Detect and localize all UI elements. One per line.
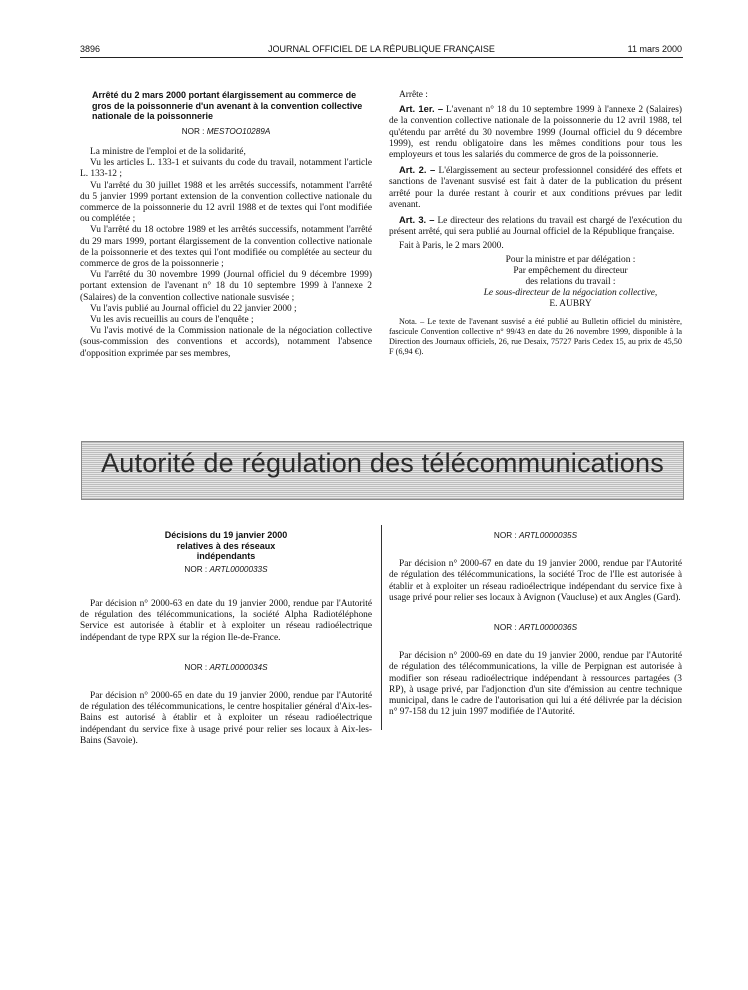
decisions-title: Décisions du 19 janvier 2000 relatives à des réseaux indépendants <box>164 530 288 562</box>
arrete-right-column <box>389 90 682 357</box>
signature-line: Par empêchement du directeur <box>513 265 628 276</box>
visa-paragraph: Vu les articles L. 133-1 et suivants du code du travail, notamment l'article L. 133-12 ; <box>80 158 372 180</box>
arrete-label: Arrête : <box>399 90 428 100</box>
nor-value: ARTL0000034S <box>209 662 268 672</box>
arrete-nor <box>80 126 372 137</box>
decisions-right-column <box>389 530 682 718</box>
signature-line: Le sous-directeur de la négociation collective, <box>483 288 658 299</box>
visa-paragraph: La ministre de l'emploi et de la solidarité, <box>90 146 246 157</box>
article-1 <box>389 103 682 161</box>
visa-paragraph: Vu l'arrêté du 30 novembre 1999 (Journal officiel du 9 décembre 1999) portant extension de l'avenant n° 18 du 10 septembre 1999 à l'annexe 2 (Salaires) de la convention collective nationale susvisée ; <box>80 270 372 303</box>
banner-title: Autorité de régulation des télécommunications <box>101 448 664 478</box>
signature-line: des relations du travail : <box>525 277 616 288</box>
decision-nor <box>80 564 372 575</box>
visa-paragraph: Vu les avis recueillis au cours de l'enquête ; <box>90 315 254 326</box>
nor-label: NOR : <box>181 126 205 136</box>
column-separator <box>381 525 382 730</box>
nor-label: NOR : <box>493 623 517 633</box>
article-text: L'avenant n° 18 du 10 septembre 1999 à l'annexe 2 (Salaires) de la convention collective nationale de la poissonnerie du 12 avril 1988, tel qu'étendu par arrêté du 30 novembre 1999 (Journal officiel du 9 décembre 1999), est rendu obligatoire dans les mêmes conditions pour tous les employeurs et tous les salariés du commerce de gros de la poissonnerie. <box>389 105 683 161</box>
nor-label: NOR : <box>184 564 208 574</box>
section-banner <box>81 441 684 500</box>
decisions-left-column <box>80 530 372 747</box>
nor-value: ARTL0000036S <box>518 623 578 633</box>
journal-title: JOURNAL OFFICIEL DE LA RÉPUBLIQUE FRANÇAISE <box>268 44 495 54</box>
visa-paragraph: Vu l'avis motivé de la Commission nationale de la négociation collective (sous-commission des conventions et accords), notamment l'absence d'opposition exprimée par ses membres, <box>80 326 372 359</box>
decision-nor <box>80 662 372 673</box>
nor-value: MESTOO10289A <box>206 126 271 136</box>
decision-nor <box>389 530 682 541</box>
nor-value: ARTL0000035S <box>518 531 578 540</box>
decision-text: Par décision n° 2000-63 en date du 19 janvier 2000, rendue par l'Autorité de régulation des télécommunications, la société Alpha Radiotéléphone Service est autorisée à établir et à exploiter un réseau radioélectrique indépendant de type RPX sur la région Ile-de-France. <box>80 598 372 643</box>
article-text: Le directeur des relations du travail est chargé de l'exécution du présent arrêté, qui sera publié au Journal officiel de la République française. <box>389 216 683 238</box>
visa-paragraph: Vu l'arrêté du 18 octobre 1989 et les arrêtés successifs, notamment l'arrêté du 29 mars 1999, portant élargissement de la convention collective nationale de la poissonnerie et des textes qui l'ont modifiée ou complétée au secteur du commerce de gros de la poissonnerie ; <box>80 225 372 270</box>
nor-label: NOR : <box>493 531 517 540</box>
signature-block <box>389 255 682 311</box>
signature-line: Pour la ministre et par délégation : <box>505 254 636 265</box>
article-label: Art. 2. – <box>399 164 436 176</box>
article-label: Art. 3. – <box>399 214 435 226</box>
header-rule <box>80 57 683 58</box>
decision-text: Par décision n° 2000-67 en date du 19 janvier 2000, rendue par l'Autorité de régulation des télécommunications, la société Troc de l'Ile est autorisée à établir et à exploiter un réseau radioélectrique indépendant du service fixe à usage privé pour relier ses locaux à Avignon (Vaucluse) et aux Angles (Gard). <box>389 559 682 603</box>
article-2 <box>389 164 682 211</box>
article-label: Art. 1er. – <box>399 103 444 115</box>
signature-name: E. AUBRY <box>549 299 592 310</box>
decision-text: Par décision n° 2000-69 en date du 19 janvier 2000, rendue par l'Autorité de régulation des télécommunications, la ville de Perpignan est autorisée à modifier son réseau radioélectrique indépendant à ressources partagées (3 RP), à usage privé, par l'adjonction d'un site d'émission au centre technique municipal, dans le cadre de l'autorisation qui lui a été délivrée par la décision n° 97-158 du 12 juin 1997 modifiée de l'Autorité. <box>389 651 682 718</box>
visa-paragraph: Vu l'arrêté du 30 juillet 1988 et les arrêtés successifs, notamment l'arrêté du 5 janvier 1999 portant extension de la convention collective nationale du commerce de la poissonnerie du 12 avril 1988 et de textes qui l'ont modifiée ou complétée ; <box>80 180 372 225</box>
article-text: L'élargissement au secteur professionnel considéré des effets et sanctions de l'avenant susvisé est fait à dater de la publication du présent arrêté pour la durée restant à courir et aux conditions prévues par ledit avenant. <box>389 166 683 210</box>
page-number: 3896 <box>80 44 101 54</box>
nor-value: ARTL0000033S <box>209 564 268 574</box>
article-3 <box>389 214 682 238</box>
decision-nor <box>389 622 682 633</box>
nor-label: NOR : <box>184 662 208 672</box>
issue-date: 11 mars 2000 <box>627 44 682 54</box>
visa-paragraph: Vu l'avis publié au Journal officiel du 22 janvier 2000 ; <box>90 303 297 314</box>
arrete-title: Arrêté du 2 mars 2000 portant élargissement au commerce de gros de la poissonnerie d'un avenant à la convention collective nationale de la poissonnerie <box>92 90 363 122</box>
fait-a-paris: Fait à Paris, le 2 mars 2000. <box>399 241 504 252</box>
arrete-left-column <box>80 90 372 360</box>
nota: Nota. – Le texte de l'avenant susvisé a été publié au Bulletin officiel du ministère, fascicule Convention collective n° 99/43 en date du 26 novembre 1999, disponible à la Direction des Journaux officiels, 26, rue Desaix, 75727 Paris Cedex 15, au prix de 45,50 F (6,94 €). <box>389 316 682 356</box>
decision-text: Par décision n° 2000-65 en date du 19 janvier 2000, rendue par l'Autorité de régulation des télécommunications, le centre hospitalier général d'Aix-les-Bains est autorisé à établir et à exploiter un réseau radioélectrique indépendant du service fixe à usage privé pour relier ses locaux à Aix-les-Bains (Savoie). <box>80 691 372 746</box>
